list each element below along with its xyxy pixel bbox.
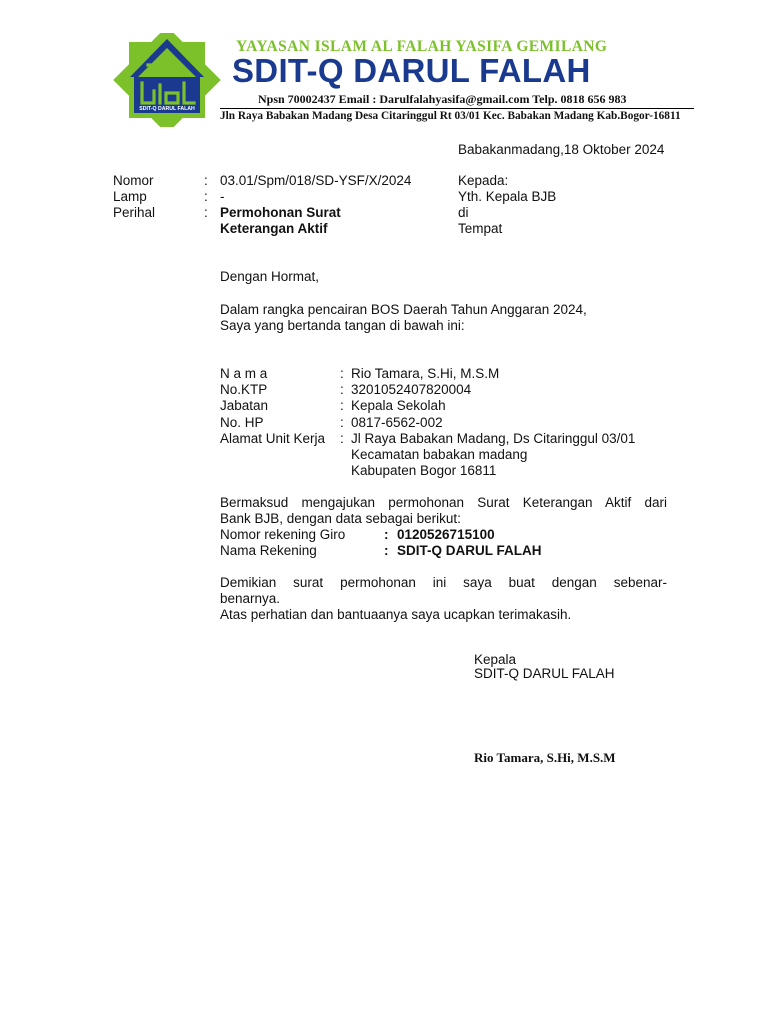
meta-value-perihal: Permohonan Surat <box>220 205 341 220</box>
meta-label-lamp: Lamp <box>113 189 147 204</box>
foundation-name: YAYASAN ISLAM AL FALAH YASIFA GEMILANG <box>236 38 608 55</box>
signature-name: Rio Tamara, S.Hi, M.S.M <box>474 750 616 765</box>
identity-colon: : <box>340 415 344 430</box>
account-label: Nomor rekening Giro <box>220 527 346 542</box>
identity-value-address: Jl Raya Babakan Madang, Ds Citaringgul 03/01 <box>351 431 636 446</box>
meta-label-nomor: Nomor <box>113 173 154 188</box>
signature-title: SDIT-Q DARUL FALAH <box>474 666 615 681</box>
signature-title: Kepala <box>474 652 517 667</box>
meta-label-perihal: Perihal <box>113 205 156 220</box>
account-colon: : <box>384 543 389 558</box>
identity-colon: : <box>340 431 344 446</box>
recipient-line: Yth. Kepala BJB <box>458 189 557 204</box>
identity-colon: : <box>340 398 344 413</box>
identity-label: No.KTP <box>220 382 268 397</box>
meta-colon: : <box>204 189 208 204</box>
school-logo-icon <box>108 33 226 127</box>
recipient-line: Tempat <box>458 221 503 236</box>
recipient-line: Kepada: <box>458 173 509 188</box>
purpose-line: Bank BJB, dengan data sebagai berikut: <box>220 511 461 526</box>
identity-colon: : <box>340 366 344 381</box>
account-number: 0120526715100 <box>397 527 495 542</box>
meta-colon: : <box>204 173 208 188</box>
closing-line: Demikian surat permohonan ini saya buat dengan sebenar- <box>220 575 667 590</box>
school-name: SDIT-Q DARUL FALAH <box>232 52 591 89</box>
meta-value-nomor: 03.01/Spm/018/SD-YSF/X/2024 <box>220 173 412 188</box>
meta-colon: : <box>204 205 208 220</box>
identity-value-position: Kepala Sekolah <box>351 398 446 413</box>
account-label: Nama Rekening <box>220 543 317 558</box>
identity-colon: : <box>340 382 344 397</box>
address-line: Jln Raya Babakan Madang Desa Citaringgul Rt 03/01 Kec. Babakan Madang Kab.Bogor-16811 <box>220 110 681 122</box>
meta-value-lamp: - <box>220 189 225 204</box>
place-date: Babakanmadang,18 Oktober 2024 <box>458 142 665 157</box>
salutation: Dengan Hormat, <box>220 269 320 284</box>
identity-value-ktp: 3201052407820004 <box>351 382 472 397</box>
purpose-line: Bermaksud mengajukan permohonan Surat Keterangan Aktif dari <box>220 495 667 510</box>
identity-label: Jabatan <box>220 398 269 413</box>
intro-line: Dalam rangka pencairan BOS Daerah Tahun Anggaran 2024, <box>220 302 587 317</box>
account-name: SDIT-Q DARUL FALAH <box>397 543 542 558</box>
letterhead-rule <box>220 108 694 109</box>
identity-address-cont: Kabupaten Bogor 16811 <box>351 463 497 478</box>
contact-line: Npsn 70002437 Email : Darulfalahyasifa@gmail.com Telp. 0818 656 983 <box>258 92 627 106</box>
meta-value-perihal-line2: Keterangan Aktif <box>220 221 328 236</box>
closing-line: Atas perhatian dan bantuaanya saya ucapkan terimakasih. <box>220 607 572 622</box>
identity-label: Alamat Unit Kerja <box>220 431 326 446</box>
identity-value-name: Rio Tamara, S.Hi, M.S.M <box>351 366 500 381</box>
identity-label: No. HP <box>220 415 264 430</box>
intro-line: Saya yang bertanda tangan di bawah ini: <box>220 318 465 333</box>
closing-line: benarnya. <box>220 591 281 606</box>
identity-label: N a m a <box>220 366 268 381</box>
identity-address-cont: Kecamatan babakan madang <box>351 447 528 462</box>
account-colon: : <box>384 527 389 542</box>
identity-value-phone: 0817-6562-002 <box>351 415 443 430</box>
recipient-line: di <box>458 205 469 220</box>
logo-caption: SDIT-Q DARUL FALAH <box>139 106 195 112</box>
